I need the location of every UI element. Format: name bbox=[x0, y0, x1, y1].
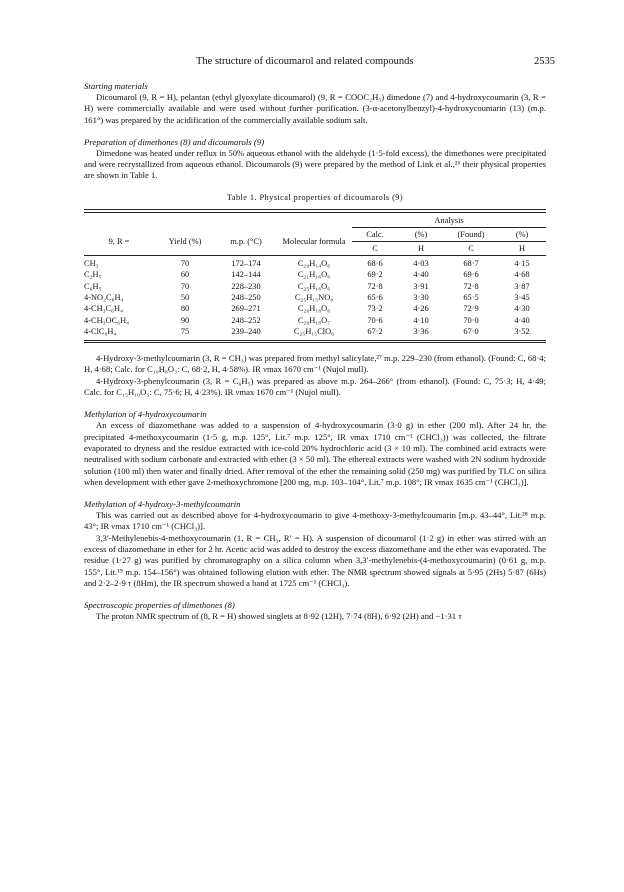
section-heading: Preparation of dimethones (8) and dicoumarols (9) bbox=[84, 136, 265, 147]
cell-calc-c: 70·6 bbox=[367, 315, 383, 325]
cell-r: 4-CH₃C₆H₄ bbox=[84, 304, 124, 314]
cell-found-c: 65·5 bbox=[463, 292, 479, 302]
paragraph: The proton NMR spectrum of (8, R = H) showed singlets at 8·92 (12H), 7·74 (8H), 6·92 (2H) and −1·31 τ bbox=[96, 611, 462, 622]
cell-calc-c: 73·2 bbox=[367, 304, 383, 314]
col-header-c: C bbox=[352, 242, 398, 256]
section-preparation bbox=[84, 136, 546, 182]
cell-r: 4-ClC₆H₄ bbox=[84, 326, 117, 336]
page-number: 2535 bbox=[534, 56, 555, 67]
cell-calc-h: 4·10 bbox=[413, 315, 429, 325]
table-row bbox=[84, 315, 546, 326]
cell-calc-h: 3·91 bbox=[413, 281, 429, 291]
cell-mp: 228–230 bbox=[231, 281, 261, 291]
cell-yield: 90 bbox=[180, 315, 190, 325]
table-row bbox=[84, 292, 546, 303]
cell-found-h: 4·40 bbox=[514, 315, 530, 325]
cell-calc-c: 69·2 bbox=[367, 270, 383, 280]
paragraph: This was carried out as described above for 4-hydroxycoumarin to give 4-methoxy-3-methylcoumarin [m.p. 43–44°, Lit.²⁸ m.p. 43°; IR νmax 1710 cm⁻¹ (CHCl₃)]. bbox=[84, 510, 546, 532]
table-row bbox=[84, 258, 546, 269]
cell-yield: 70 bbox=[180, 281, 190, 291]
cell-formula: C₂₆H₁₈O₆ bbox=[297, 304, 331, 314]
section-starting-materials bbox=[84, 80, 546, 126]
cell-found-c: 68·7 bbox=[463, 259, 479, 269]
properties-table bbox=[84, 209, 546, 343]
col-header-calc: Calc. bbox=[366, 229, 384, 239]
paragraph: Dimedone was heated under reflux in 50% aqueous ethanol with the aldehyde (1·5-fold excess), the dimethones were precipitated and were recrystallized from aqueous ethanol. Dicoumarols (9) were prepared by the method of Link et al.,²⁶ their physical properties are shown in Table 1. bbox=[84, 147, 546, 181]
cell-mp: 248–250 bbox=[231, 292, 261, 302]
cell-mp: 248–252 bbox=[231, 315, 261, 325]
table-row bbox=[84, 303, 546, 314]
col-header-c: C bbox=[444, 242, 498, 256]
cell-calc-h: 3·36 bbox=[413, 326, 429, 336]
running-title: The structure of dicoumarol and related compounds bbox=[196, 56, 414, 67]
section-heading: Spectroscopic properties of dimethones (8) bbox=[84, 600, 235, 611]
cell-calc-h: 4·03 bbox=[413, 259, 429, 269]
cell-r: 4-NO₂C₆H₄ bbox=[84, 292, 124, 302]
cell-formula: C₂₆H₁₈O₇ bbox=[297, 315, 331, 325]
cell-calc-c: 65·6 bbox=[367, 292, 383, 302]
cell-found-c: 72·8 bbox=[463, 281, 479, 291]
table-caption: Table 1. Physical properties of dicoumarols (9) bbox=[226, 192, 404, 202]
cell-mp: 172–174 bbox=[231, 259, 261, 269]
cell-found-c: 72·9 bbox=[463, 304, 479, 314]
paragraph: 4-Hydroxy-3-phenylcoumarin (3, R = C₆H₅) was prepared as above m.p. 264–266° (from ethanol). (Found: C, 75·3; H, 4·49; Calc. for C₁₅H₁₀O₃: C, 75·6; H, 4·23%). IR νmax 1670 cm⁻¹ (Nujol mull). bbox=[84, 375, 546, 398]
cell-yield: 60 bbox=[180, 270, 190, 280]
cell-formula: C₂₅H₁₅ClO₆ bbox=[293, 326, 335, 336]
section-methylation-methylcoumarin bbox=[84, 498, 546, 589]
cell-formula: C₂₀H₁₄O₆ bbox=[297, 259, 331, 269]
col-header-mp: m.p. (°C) bbox=[230, 236, 262, 246]
col-header-r: 9, R = bbox=[108, 236, 130, 246]
section-hydroxycoumarins bbox=[84, 353, 546, 398]
paragraph: 4-Hydroxy-3-methylcoumarin (3, R = CH₃) was prepared from methyl salicylate,²⁷ m.p. 229–230 (from ethanol). (Found: C, 68·4; H, 4·68; Calc. for C₁₀H₈O₃: C, 68·2, H, 4·58%). IR νmax 1670 cm⁻¹ (Nujol mull). bbox=[84, 353, 546, 375]
col-header-pct: (%) bbox=[414, 229, 428, 239]
cell-mp: 269–271 bbox=[231, 304, 261, 314]
section-spectroscopic bbox=[84, 599, 546, 622]
section-heading: Methylation of 4-hydroxy-3-methylcoumarin bbox=[84, 499, 241, 510]
col-header-h: H bbox=[498, 242, 546, 256]
cell-found-c: 67·0 bbox=[463, 326, 479, 336]
cell-found-h: 4·30 bbox=[514, 304, 530, 314]
cell-calc-c: 72·8 bbox=[367, 281, 383, 291]
paragraph: Dicoumarol (9, R = H), pelantan (ethyl glyoxylate dicoumarol) (9, R = COOC₂H₅) dimedone (7) and 4-hydroxycoumarin (3, R = H) were commercially available and were used without further purification. (3-α-acetonylbenzyl)-4-hydroxycoumarin (13) (m.p. 161°) was prepared by the acidification of the commercially available sodium salt. bbox=[84, 92, 546, 125]
col-header-found: (Found) bbox=[457, 229, 485, 239]
cell-yield: 50 bbox=[180, 292, 190, 302]
cell-found-h: 4·68 bbox=[514, 270, 530, 280]
cell-mp: 239–240 bbox=[231, 326, 261, 336]
cell-mp: 142–144 bbox=[231, 270, 261, 280]
page-header bbox=[0, 56, 624, 70]
cell-r: 4-CH₃OC₆H₄ bbox=[84, 315, 130, 325]
section-methylation-hydroxycoumarin bbox=[84, 408, 546, 488]
cell-r: C₂H₅ bbox=[84, 270, 102, 280]
paragraph: An excess of diazomethane was added to a suspension of 4-hydroxycoumarin (3·0 g) in ether (200 ml). After 24 hr, the precipitated 4-methoxycoumarin (1·5 g, m.p. 125°, Lit.⁷ m.p. 125°, IR νmax 1710 cm⁻¹ (CHCl₃)) was collected, the filtrate evaporated to dryness and the residue extracted with ice-cold 20% hydrochloric acid (3 × 10 ml). The combined acid extracts were neutralised with sodium carbonate and extracted with ether (3 × 50 ml). The ethereal extracts were washed with 2N sodium hydroxide solution (100 ml) then water and finally dried. After removal of the ether the remaining solid (250 mg) was purified by TLC on silica when development with ether gave 2-methoxychromone [200 mg, m.p. 103–104°, Lit.⁷ m.p. 108°; IR νmax 1635 cm⁻¹ (CHCl₃)]. bbox=[84, 420, 546, 487]
col-header-h: H bbox=[398, 242, 444, 256]
section-heading: Methylation of 4-hydroxycoumarin bbox=[84, 409, 207, 420]
table-row bbox=[84, 326, 546, 337]
cell-calc-c: 67·2 bbox=[367, 326, 383, 336]
cell-found-h: 4·15 bbox=[514, 259, 530, 269]
table-row bbox=[84, 281, 546, 292]
col-header-formula: Molecular formula bbox=[282, 236, 346, 246]
cell-yield: 80 bbox=[180, 304, 190, 314]
cell-found-c: 69·6 bbox=[463, 270, 479, 280]
cell-r: CH₃ bbox=[84, 259, 99, 269]
cell-found-h: 3·45 bbox=[514, 292, 530, 302]
table-row bbox=[84, 269, 546, 280]
cell-formula: C₂₅H₁₅NO₈ bbox=[294, 292, 334, 302]
cell-r: C₆H₅ bbox=[84, 281, 102, 291]
article-body bbox=[84, 80, 546, 633]
analysis-header: Analysis bbox=[352, 214, 546, 228]
cell-formula: C₂₅H₁₆O₆ bbox=[297, 281, 331, 291]
cell-yield: 75 bbox=[180, 326, 190, 336]
cell-calc-h: 3·30 bbox=[413, 292, 429, 302]
cell-found-c: 70·0 bbox=[463, 315, 479, 325]
paragraph: 3,3′-Methylenebis-4-methoxycoumarin (1, R = CH₃, R′ = H). A suspension of dicoumarol (1·2 g) in ether was stirred with an excess of diazomethane in ether for 2 hr. Acetic acid was added to destroy the excess diazomethane and the ether was evaporated. The residue (1·27 g) was purified by chromatography on a silica column when 3,3′-methylenebis-(4-methoxycoumarin) (0·61 g, m.p. 155°, Lit.¹⁹ m.p. 154–156°) was obtained following elution with ether. The NMR spectrum showed signals at 5·95 (2Hs) 5·87 (6Hs) and 2·2–2·9 τ (8Hm), the IR spectrum showed a band at 1725 cm⁻¹ (CHCl₃). bbox=[84, 532, 546, 588]
cell-found-h: 3·87 bbox=[514, 281, 530, 291]
col-header-pct: (%) bbox=[515, 229, 529, 239]
section-heading: Starting materials bbox=[84, 81, 148, 91]
cell-calc-h: 4·26 bbox=[413, 304, 429, 314]
cell-found-h: 3·52 bbox=[514, 326, 530, 336]
cell-formula: C₂₁H₁₆O₆ bbox=[297, 270, 331, 280]
cell-yield: 70 bbox=[180, 259, 190, 269]
cell-calc-h: 4·40 bbox=[413, 270, 429, 280]
cell-calc-c: 68·6 bbox=[367, 259, 383, 269]
col-header-yield: Yield (%) bbox=[168, 236, 202, 246]
